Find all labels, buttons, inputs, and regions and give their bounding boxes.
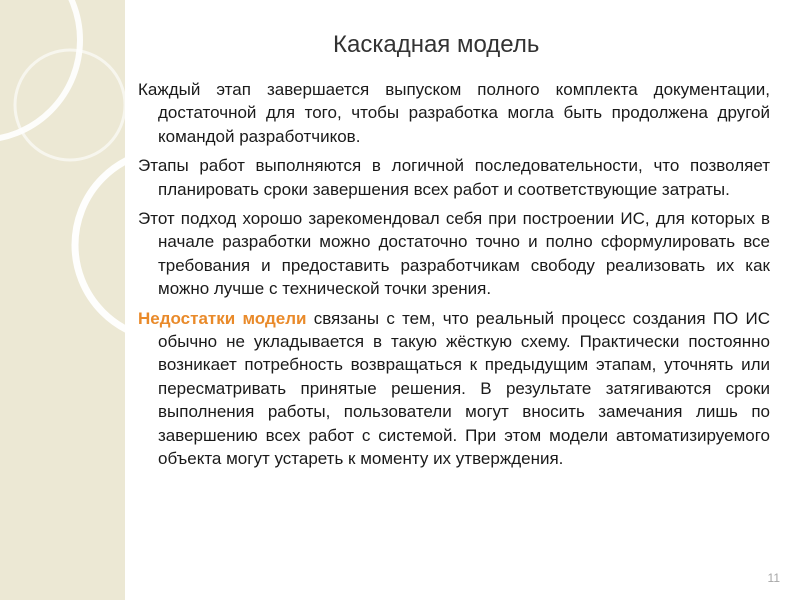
decorative-circle-top <box>0 0 80 140</box>
decorative-circles <box>0 0 125 600</box>
decorative-circle-middle <box>75 150 125 340</box>
paragraph-1 <box>138 78 770 148</box>
paragraph-text: Этапы работ выполняются в логичной последовательности, что позволяет планировать сроки завершения всех работ и соответствующие затраты. <box>138 156 770 199</box>
body-text <box>138 78 770 477</box>
paragraph-text: Этот подход хорошо зарекомендовал себя при построении ИС, для которых в начале разработки можно достаточно точно и полно сформулировать все требования и предоставить разработчикам свободу реализовать их как можно лучше с технической точки зрения. <box>138 209 770 299</box>
decorative-sidebar <box>0 0 125 600</box>
paragraph-2 <box>138 154 770 201</box>
paragraph-text: связаны с тем, что реальный процесс создания ПО ИС обычно не укладывается в такую жёсткую схему. Практически постоянно возникает потребность возвращаться к предыдущим этапам, уточнять или пересматривать принятые решения. В результате затягиваются сроки выполнения работы, пользователи могут вносить замечания лишь по завершению всех работ с системой. При этом модели автоматизируемого объекта могут устареть к моменту их утверждения. <box>158 308 770 469</box>
paragraph-3 <box>138 207 770 301</box>
page-number: 11 <box>767 571 780 585</box>
highlight-text: Недостатки модели <box>138 308 307 328</box>
slide-title: Каскадная модель <box>333 31 540 58</box>
paragraph-text: Каждый этап завершается выпуском полного комплекта документации, достаточной для того, чтобы разработка могла быть продолжена другой командой разработчиков. <box>138 80 770 146</box>
decorative-circle-small <box>15 50 125 160</box>
paragraph-4 <box>138 307 770 471</box>
